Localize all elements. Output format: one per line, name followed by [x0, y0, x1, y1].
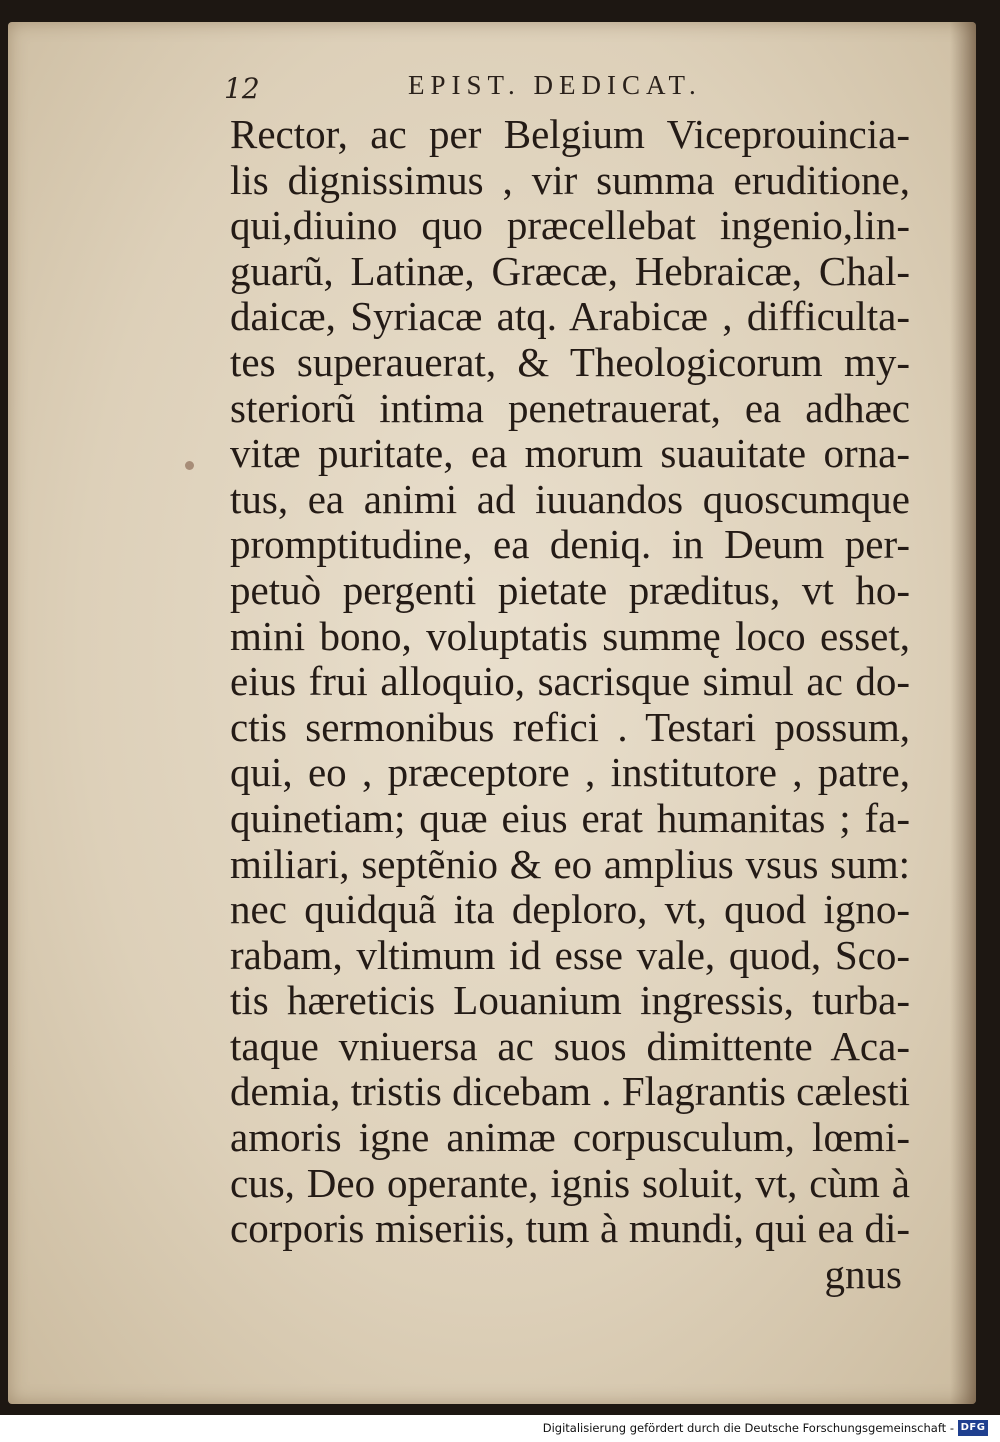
text-line: quinetiam; quæ eius erat humanitas ; fa- — [230, 794, 910, 841]
text-line: rabam, vltimum id esse vale, quod, Sco- — [230, 931, 910, 978]
text-line: nec quidquã ita deploro, vt, quod igno- — [230, 886, 910, 933]
text-line: miliari, septẽnio & eo amplius vsus sum: — [230, 840, 910, 887]
text-line: Rector, ac per Belgium Viceprouincia- — [230, 111, 910, 157]
paper-stain — [185, 461, 194, 470]
text-line: taque vniuersa ac suos dimittente Aca- — [230, 1022, 910, 1069]
text-line: mini bono, voluptatis summę loco esset, — [230, 612, 910, 659]
text-line: ctis sermonibus refici . Testari possum, — [230, 703, 910, 750]
text-line: eius frui alloquio, sacrisque simul ac do- — [230, 658, 910, 705]
digitization-footer — [0, 1415, 1000, 1442]
catchword: gnus — [824, 1250, 902, 1297]
text-line: tis hæreticis Louanium ingressis, turba- — [230, 977, 910, 1024]
text-line: amoris igne animæ corpusculum, lœmi- — [230, 1114, 910, 1161]
body-text — [230, 112, 910, 1297]
dfg-logo-icon: DFG — [958, 1420, 988, 1436]
page-number: 12 — [224, 72, 260, 105]
text-line: qui, eo , præceptore , institutore , patre, — [230, 749, 910, 796]
text-line: tus, ea animi ad iuuandos quoscumque — [230, 475, 910, 522]
text-line: petuò pergenti pietate præditus, vt ho- — [230, 566, 910, 613]
text-line: tes superauerat, & Theologicorum my- — [230, 338, 910, 385]
text-line: cus, Deo operante, ignis soluit, vt, cùm à — [230, 1159, 910, 1206]
text-line: vitæ puritate, ea morum suauitate orna- — [230, 430, 910, 477]
text-line: demia, tristis dicebam . Flagrantis cælesti — [230, 1068, 910, 1115]
text-line: guarũ, Latinæ, Græcæ, Hebraicæ, Chal- — [230, 247, 910, 294]
page-edge-shadow — [950, 22, 976, 1404]
text-line: corporis miseriis, tum à mundi, qui ea di- — [230, 1205, 910, 1252]
footer-credit: Digitalisierung gefördert durch die Deutsche Forschungsgemeinschaft - — [542, 1421, 954, 1435]
text-line: promptitudine, ea deniq. in Deum per- — [230, 521, 910, 568]
text-line: daicæ, Syriacæ atq. Arabicæ , difficulta- — [230, 293, 910, 340]
text-line: qui,diuino quo præcellebat ingenio,lin- — [230, 202, 910, 249]
running-head: EPIST. DEDICAT. — [408, 70, 702, 100]
text-line: steriorũ intima penetrauerat, ea adhæc — [230, 384, 910, 431]
text-line: lis dignissimus , vir summa eruditione, — [230, 156, 910, 203]
